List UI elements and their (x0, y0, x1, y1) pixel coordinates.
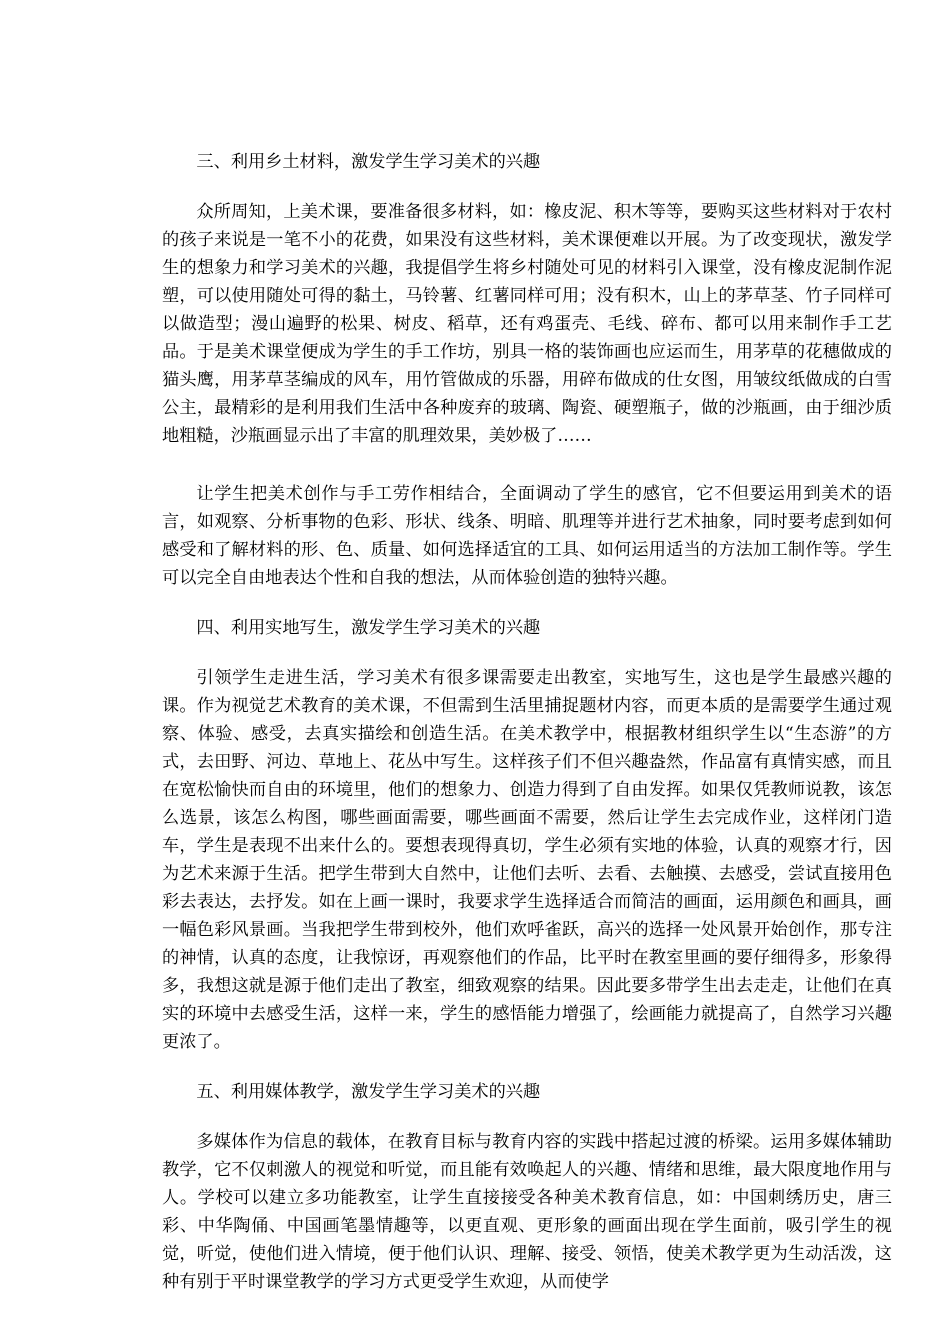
paragraph-sketching: 引领学生走进生活，学习美术有很多课需要走出教室，实地写生，这也是学生最感兴趣的课。作为视觉艺术教育的美术课，不但需到生活里捕捉题材内容，而更本质的是需要学生通过观察、体验、感受，去真实描绘和创造生活。在美术教学中，根据教材组织学生以“生态游”的方式，去田野、河边、草地上、花丛中写生。这样孩子们不但兴趣盎然，作品富有真情实感，而且在宽松愉快而自由的环境里，他们的想象力、创造力得到了自由发挥。如果仅凭教师说教，该怎么选景，该怎么构图，哪些画面需要，哪些画面不需要，然后让学生去完成作业，这样闭门造车，学生是表现不出来什么的。要想表现得真切，学生必须有实地的体验，认真的观察才行，因为艺术来源于生活。把学生带到大自然中，让他们去听、去看、去触摸、去感受，尝试直接用色彩去表达，去抒发。如在上画一课时，我要求学生选择适合而简洁的画面，运用颜色和画具，画一幅色彩风景画。当我把学生带到校外，他们欢呼雀跃，高兴的选择一处风景开始创作，那专注的神情，认真的态度，让我惊讶，再观察他们的作品，比平时在教室里画的要仔细得多，形象得多，我想这就是源于他们走出了教室，细致观察的结果。因此要多带学生出去走走，让他们在真实的环境中去感受生活，这样一来，学生的感悟能力增强了，绘画能力就提高了，自然学习兴趣更浓了。 (162, 668, 892, 1052)
section-heading-4: 四、利用实地写生，激发学生学习美术的兴趣 (196, 618, 541, 638)
section-heading-3: 三、利用乡土材料，激发学生学习美术的兴趣 (196, 152, 541, 172)
paragraph-local-materials: 众所周知，上美术课，要准备很多材料，如：橡皮泥、积木等等，要购买这些材料对于农村的孩子来说是一笔不小的花费，如果没有这些材料，美术课便难以开展。为了改变现状，激发学生的想象力和学习美术的兴趣，我提倡学生将乡村随处可见的材料引入课堂，没有橡皮泥制作泥塑，可以使用随处可得的黏土，马铃薯、红薯同样可用；没有积木，山上的茅草茎、竹子同样可以做造型；漫山遍野的松果、树皮、稻草，还有鸡蛋壳、毛线、碎布、都可以用来制作手工艺品。于是美术课堂便成为学生的手工作坊，别具一格的装饰画也应运而生，用茅草的花穗做成的猫头鹰，用茅草茎编成的风车，用竹管做成的乐器，用碎布做成的仕女图，用皱纹纸做成的白雪公主，最精彩的是利用我们生活中各种废弃的玻璃、陶瓷、硬塑瓶子，做的沙瓶画，由于细沙质地粗糙，沙瓶画显示出了丰富的肌理效果，美妙极了…… (162, 202, 892, 446)
section-heading-5: 五、利用媒体教学，激发学生学习美术的兴趣 (196, 1082, 541, 1102)
document-page (162, 136, 892, 1296)
paragraph-multimedia: 多媒体作为信息的载体，在教育目标与教育内容的实践中搭起过渡的桥梁。运用多媒体辅助教学，它不仅刺激人的视觉和听觉，而且能有效唤起人的兴趣、情绪和思维，最大限度地作用与人。学校可以建立多功能教室，让学生直接接受各种美术教育信息，如：中国刺绣历史，唐三彩、中华陶俑、中国画笔墨情趣等，以更直观、更形象的画面出现在学生面前，吸引学生的视觉，听觉，使他们进入情境，便于他们认识、理解、接受、领悟，使美术教学更为生动活泼，这种有别于平时课堂教学的学习方式更受学生欢迎，从而使学 (162, 1132, 892, 1292)
paragraph-handicraft: 让学生把美术创作与手工劳作相结合，全面调动了学生的感官，它不但要运用到美术的语言，如观察、分析事物的色彩、形状、线条、明暗、肌理等并进行艺术抽象，同时要考虑到如何感受和了解材料的形、色、质量、如何选择适宜的工具、如何运用适当的方法加工制作等。学生可以完全自由地表达个性和自我的想法，从而体验创造的独特兴趣。 (162, 484, 892, 588)
